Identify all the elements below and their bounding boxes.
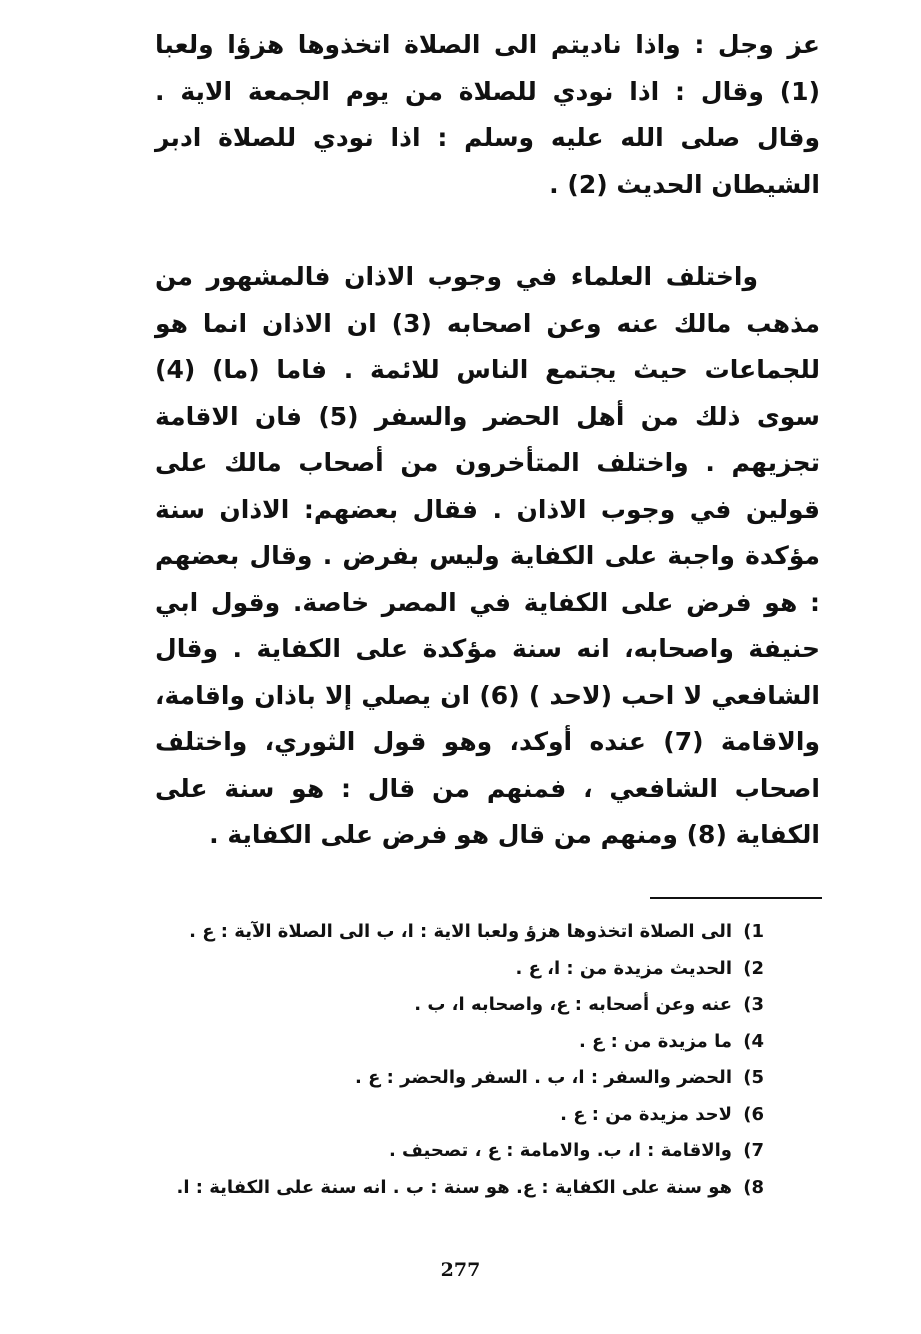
footnote-text: الى الصلاة اتخذوها هزؤ ولعبا الاية : ا، ب الى الصلاة الآية : ع . [189,921,732,942]
footnote-number: 4) [743,1030,764,1052]
footnote-item [140,951,764,988]
footnote-number: 7) [743,1140,764,1161]
footnote-text: عنه وعن أصحابه : ع، واصحابه ا، ب . [414,994,732,1015]
footnote-number: 2) [743,957,764,979]
footnote-text: الحديث مزيدة من : ا، ع . [515,957,732,979]
footnotes-list [140,914,764,1206]
footnote-text: هو سنة على الكفاية : ع. هو سنة : ب . انه سنة على الكفاية : ا. [176,1176,732,1198]
footnote-number: 3) [743,994,764,1015]
page-number: 277 [440,1259,481,1281]
footnote-item [140,1060,764,1097]
footnote-item [140,1097,764,1134]
footnote-text: الحضر والسفر : ا، ب . السفر والحضر : ع . [355,1067,732,1088]
footnote-number: 5) [743,1067,764,1088]
footnote-item [140,1024,764,1061]
footnote-item [140,1170,764,1207]
footnote-text: ما مزيدة من : ع . [578,1030,732,1052]
footnote-number: 1) [743,921,764,942]
main-text [155,22,820,859]
footnote-item [140,914,764,951]
footnote-separator [650,897,822,899]
footnote-text: والاقامة : ا، ب. والامامة : ع ، تصحيف . [388,1140,732,1161]
footnote-text: لاحد مزيدة من : ع . [560,1103,732,1125]
paragraph: عز وجل : واذا ناديتم الى الصلاة اتخذوها هزؤا ولعبا (1) وقال : اذا نودي للصلاة من يوم الجمعة الاية . وقال صلى الله عليه وسلم : اذا نودي للصلاة ادبر الشيطان الحديث (2) . [155,30,820,199]
footnote-number: 8) [743,1176,764,1198]
footnote-number: 6) [743,1103,764,1125]
footnote-item [140,1133,764,1170]
footnote-item [140,987,764,1024]
paragraph: واختلف العلماء في وجوب الاذان فالمشهور من مذهب مالك عنه وعن اصحابه (3) ان الاذان انما هو للجماعات حيث يجتمع الناس للائمة . فاما (ما) (4) سوى ذلك من أهل الحضر والسفر (5) فان الاقامة تجزيهم . واختلف المتأخرون من أصحاب مالك على قولين في وجوب الاذان . فقال بعضهم: الاذان سنة مؤكدة واجبة على الكفاية وليس بفرض . وقال بعضهم : هو فرض على الكفاية في المصر خاصة. وقول ابي حنيفة واصحابه، انه سنة مؤكدة على الكفاية . وقال الشافعي لا احب (لاحد ) (6) ان يصلي إلا باذان واقامة، والاقامة (7) عنده أوكد، وهو قول الثوري، واختلف اصحاب الشافعي ، فمنهم من قال : هو سنة على الكفاية (8) ومنهم من قال هو فرض على الكفاية . [155,262,820,849]
